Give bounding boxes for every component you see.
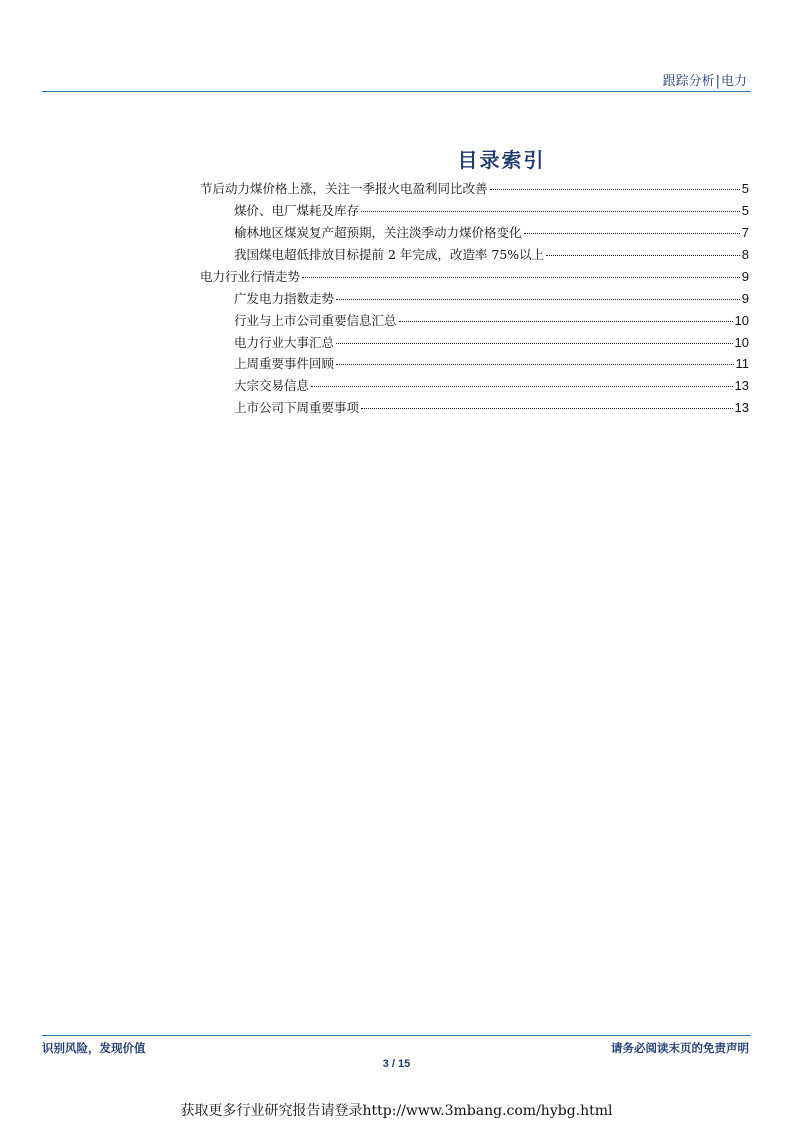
- toc-entry-text: 上周重要事件回顾: [234, 356, 335, 371]
- toc-entry-text: 节后动力煤价格上涨，关注一季报火电盈利同比改善: [200, 181, 488, 196]
- toc-entry-text: 广发电力指数走势: [234, 291, 335, 306]
- toc-entry-page: 11: [735, 356, 749, 371]
- toc-entry[interactable]: [234, 400, 749, 416]
- toc-entry-page: 10: [734, 313, 749, 328]
- toc-entry-page: 13: [734, 378, 749, 393]
- toc-leader-dots: [311, 386, 733, 387]
- toc-entry-text: 电力行业行情走势: [200, 269, 301, 284]
- toc-leader-dots: [546, 255, 740, 256]
- toc-entry-page: 7: [741, 225, 749, 240]
- toc-entry-page: 10: [734, 335, 749, 350]
- download-note[interactable]: 获取更多行业研究报告请登录http://www.3mbang.com/hybg.html: [180, 1103, 613, 1119]
- footer-disclaimer: 请务必阅读末页的免责声明: [611, 1041, 749, 1055]
- toc-entry[interactable]: [234, 247, 749, 263]
- toc-entry-text: 行业与上市公司重要信息汇总: [234, 313, 397, 328]
- toc-leader-dots: [336, 343, 733, 344]
- toc-entry[interactable]: [234, 225, 749, 241]
- toc-leader-dots: [336, 364, 733, 365]
- toc-entry-text: 电力行业大事汇总: [234, 335, 335, 350]
- toc-leader-dots: [336, 299, 740, 300]
- toc-entry[interactable]: [234, 203, 749, 219]
- toc-entry-page: 5: [741, 181, 749, 196]
- page-number: 3 / 15: [382, 1058, 411, 1070]
- toc-leader-dots: [399, 321, 733, 322]
- toc-entry-page: 9: [741, 269, 749, 284]
- toc-entry-page: 13: [734, 400, 749, 415]
- toc-entry[interactable]: [234, 356, 749, 372]
- toc-leader-dots: [361, 408, 733, 409]
- footer-slogan: 识别风险，发现价值: [42, 1041, 146, 1055]
- toc-title: 目录索引: [457, 148, 546, 172]
- toc-leader-dots: [361, 211, 740, 212]
- toc-entry[interactable]: [234, 378, 749, 394]
- toc-leader-dots: [302, 277, 740, 278]
- header-category: 跟踪分析: [662, 74, 715, 89]
- toc-entry[interactable]: [200, 181, 749, 197]
- toc-entry[interactable]: [234, 313, 749, 329]
- footer-divider: [42, 1035, 751, 1036]
- toc-entry-page: 8: [741, 247, 749, 262]
- toc-entry-text: 上市公司下周重要事项: [234, 400, 360, 415]
- toc-entry-page: 5: [741, 203, 749, 218]
- toc-entry-text: 煤价、电厂煤耗及库存: [234, 203, 360, 218]
- report-header-label: [663, 70, 747, 89]
- toc-entry[interactable]: [200, 269, 749, 285]
- toc-leader-dots: [490, 189, 740, 190]
- header-industry: 电力: [720, 74, 747, 89]
- toc-entry-page: 9: [741, 291, 749, 306]
- header-divider: [42, 91, 751, 92]
- toc-entry[interactable]: [234, 335, 749, 351]
- toc-entry-text: 我国煤电超低排放目标提前 2 年完成，改造率 75%以上: [234, 247, 545, 262]
- header-separator: |: [715, 74, 720, 89]
- toc-entry[interactable]: [234, 291, 749, 307]
- toc-leader-dots: [524, 233, 740, 234]
- toc-entry-text: 大宗交易信息: [234, 378, 310, 393]
- toc-entry-text: 榆林地区煤炭复产超预期，关注淡季动力煤价格变化: [234, 225, 522, 240]
